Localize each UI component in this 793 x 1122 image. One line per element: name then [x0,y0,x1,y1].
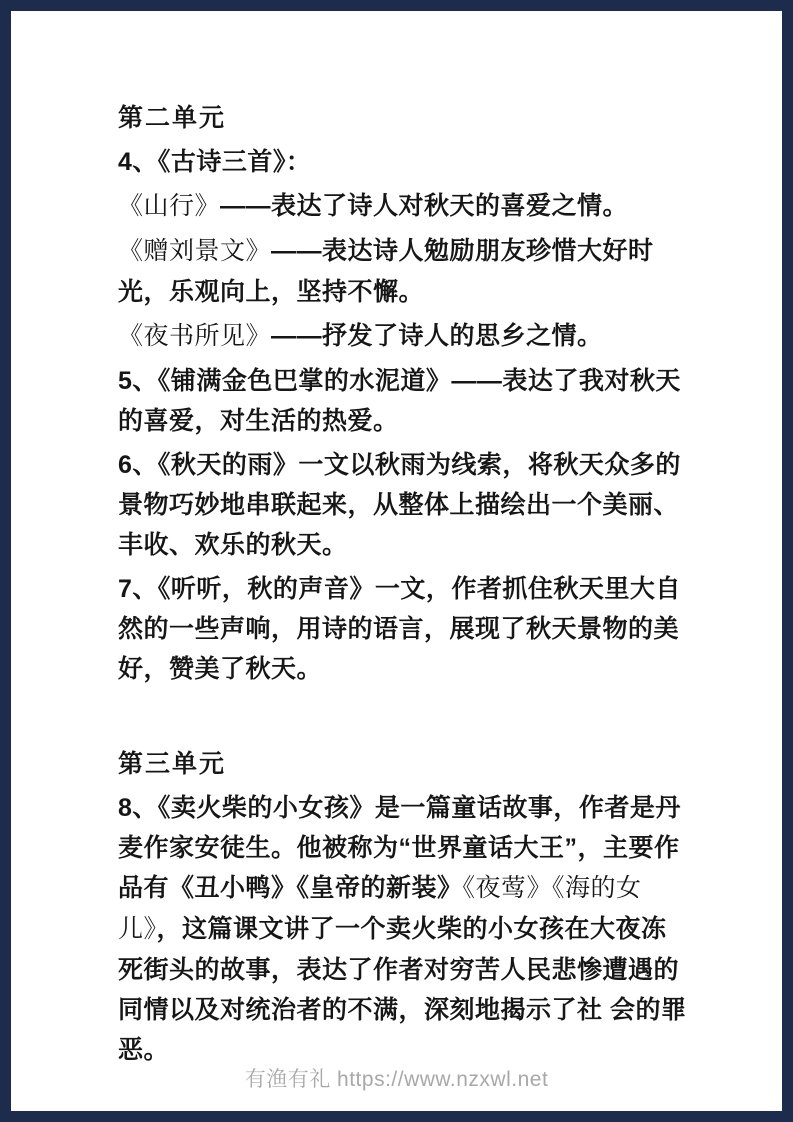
paragraph [118,361,690,441]
text-run-kai: 《夜莺》《海的女儿》 [118,875,642,943]
text-run-hei: 8、《卖火柴的小女孩》是一篇童话故事，作者是丹麦作家安徒生。他被称为“世界童话大王”，主要作品有《丑小鸭》《皇帝的新装》 [118,794,681,902]
paragraph [118,231,690,312]
text-run-hei: ，这篇课文讲了一个卖火柴的小女孩在大夜冻死街头的故事，表达了作者对穷苦人民悲惨遭遇的同情以及对统治者的不满，深刻地揭示了社 会的罪恶。 [118,915,687,1064]
text-run-kai: 《山行》 [118,193,221,220]
section-unit-2-paragraphs [118,142,690,689]
paragraph [118,445,690,565]
text-run-kai: 《夜书所见》 [118,323,272,350]
page-footer-watermark: 有渔有礼 https://www.nzxwl.net [244,1068,549,1091]
section-heading-unit-2: 第二单元 [118,104,227,132]
text-run-hei: 6、《秋天的雨》一文以秋雨为线索，将秋天众多的景物巧妙地串联起来，从整体上描绘出一个美丽、丰收、欢乐的秋天。 [118,451,681,559]
paragraph [118,142,690,182]
paragraph [118,569,690,689]
text-run-hei: 7、《听听，秋的声音》一文，作者抓住秋天里大自然的一些声响，用诗的语言，展现了秋天景物的美好，赞美了秋天。 [118,575,681,683]
document-page [11,11,782,1111]
document-content [118,98,690,1074]
paragraph [118,186,690,227]
text-run-hei: 5、《铺满金色巴掌的水泥道》——表达了我对秋天的喜爱，对生活的热爱。 [118,367,681,435]
text-run-hei: 4、《古诗三首》： [118,148,312,176]
section-unit-3-paragraphs [118,788,690,1070]
section-heading-unit-3: 第三单元 [118,750,227,778]
text-run-kai: 《赠刘景文》 [118,238,272,265]
paragraph [118,316,690,357]
text-run-hei: ——表达诗人勉励朋友珍惜大好时光，乐观向上，坚持不懈。 [118,237,654,306]
paragraph [118,788,690,1070]
text-run-hei: ——表达了诗人对秋天的喜爱之情。 [220,192,629,220]
text-run-hei: ——抒发了诗人的思乡之情。 [271,322,603,350]
